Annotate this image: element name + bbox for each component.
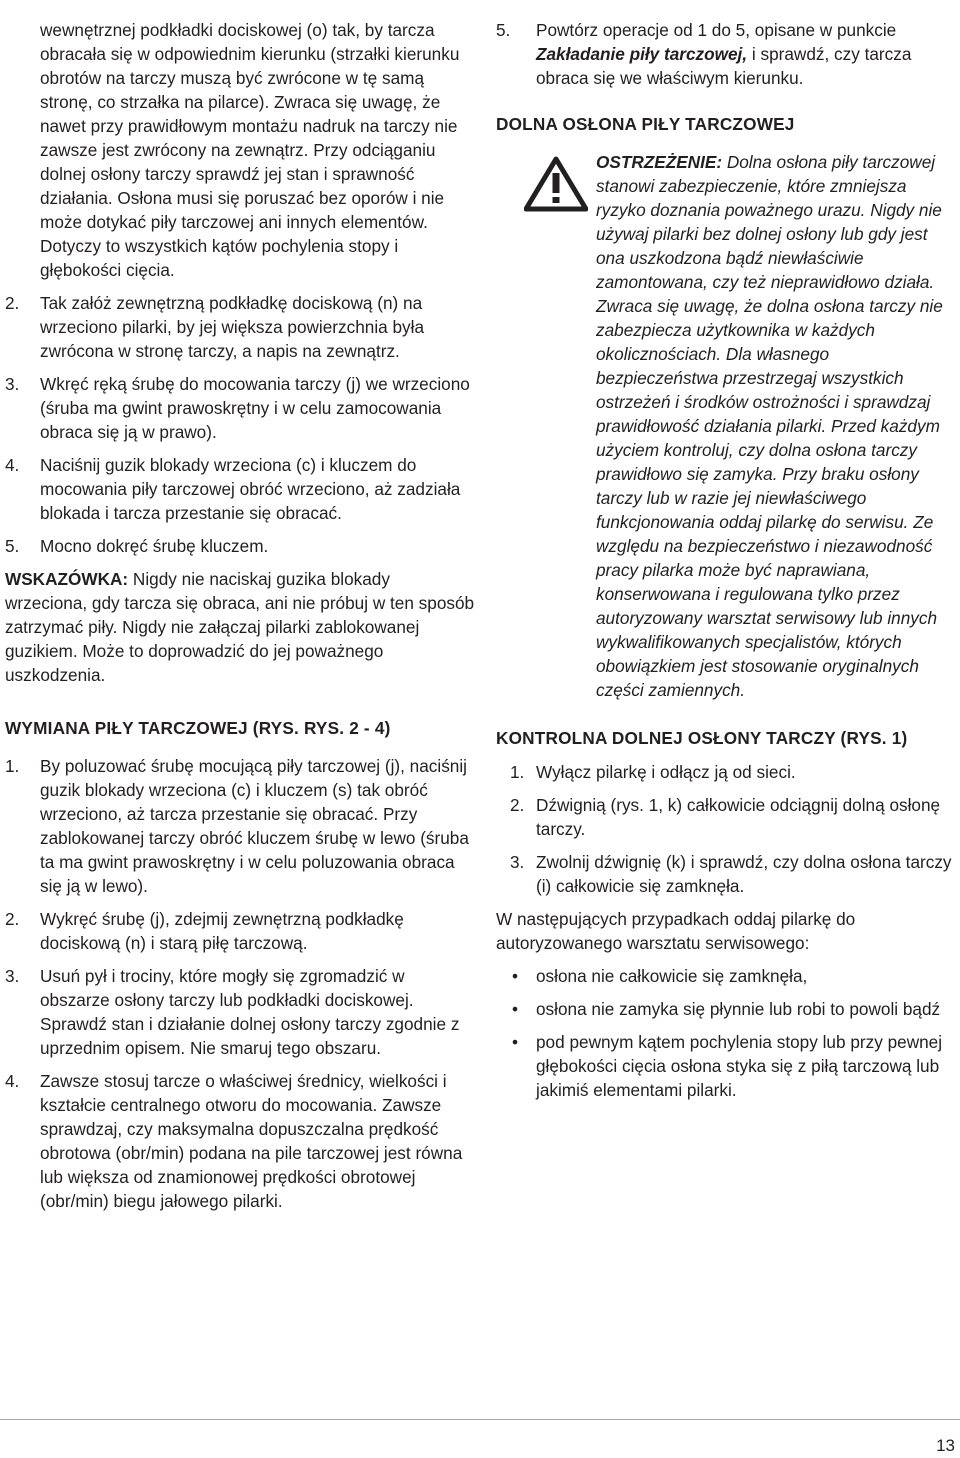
replace-step bbox=[5, 964, 475, 1060]
step-text: Dźwignią (rys. 1, k) całkowicie odciągnij dolną osłonę tarczy. bbox=[536, 795, 941, 839]
step-number: 1. bbox=[5, 756, 20, 776]
bullet-text: pod pewnym kątem pochylenia stopy lub przy pewnej głębokości cięcia osłona styka się z piłą tarczową lub jakimiś elementami pilarki. bbox=[536, 1032, 943, 1100]
step-text: Naciśnij guzik blokady wrzeciona (c) i kluczem do mocowania piły tarczowej obróć wrzeciono, aż zadziała blokada i tarcza przestanie się obracać. bbox=[40, 455, 461, 523]
step-text bbox=[536, 18, 956, 90]
step-number: 2. bbox=[510, 795, 525, 815]
page-number: 13 bbox=[936, 1436, 955, 1455]
step-number: 1. bbox=[510, 762, 525, 782]
step-text: Wykręć śrubę (j), zdejmij zewnętrzną podkładkę dociskową (n) i starą piłę tarczową. bbox=[40, 909, 404, 953]
step-number: 2. bbox=[5, 293, 20, 313]
bullet-icon: • bbox=[512, 999, 519, 1019]
warning-text bbox=[596, 150, 956, 702]
warning-label: OSTRZEŻENIE: bbox=[596, 152, 723, 172]
mount-step bbox=[5, 372, 475, 444]
control-heading: KONTROLNA DOLNEJ OSŁONY TARCZY (RYS. 1) bbox=[496, 728, 908, 748]
step-text: Usuń pył i trociny, które mogły się zgromadzić w obszarze osłony tarczy lub podkładki dociskowej. Sprawdź stan i działanie dolnej osłony tarczy zgodnie z uprzednim opisem. Nie smaruj tego obszaru. bbox=[40, 966, 460, 1058]
step-number: 5. bbox=[496, 20, 511, 40]
replace-step bbox=[5, 1069, 475, 1213]
right-column bbox=[496, 18, 956, 1111]
section-reference: Zakładanie piły tarczowej, bbox=[536, 44, 748, 64]
bullet-item bbox=[496, 1030, 956, 1102]
lower-guard-heading: DOLNA OSŁONA PIŁY TARCZOWEJ bbox=[496, 114, 795, 134]
step-number: 3. bbox=[5, 374, 20, 394]
replace-step bbox=[5, 907, 475, 955]
replace-heading: WYMIANA PIŁY TARCZOWEJ (RYS. RYS. 2 - 4) bbox=[5, 718, 391, 738]
step-text: Tak załóż zewnętrzną podkładkę dociskową (n) na wrzeciono pilarki, by jej większa powierzchnia była zwrócona w stronę tarczy, a napis na zewnątrz. bbox=[40, 293, 425, 361]
intro-continuation: wewnętrznej podkładki dociskowej (o) tak, by tarcza obracała się w odpowiednim kierunku (strzałki kierunku obrotów na tarczy muszą być zwrócone w tę samą stronę, co strzałka na pilarce). Zwraca się uwagę, że nawet przy prawidłowym montażu nadruk na tarczy nie zawsze jest zwrócony na zewnątrz. Przy odciąganiu dolnej osłony tarczy sprawdź jej stan i sprawność działania. Osłona musi się poruszać bez oporów i nie może dotykać piły tarczowej ani innych elementów. Dotyczy to wszystkich kątów pochylenia stopy i głębokości cięcia. bbox=[40, 20, 460, 280]
warning-block bbox=[496, 150, 956, 702]
step-text: Zwolnij dźwignię (k) i sprawdź, czy dolna osłona tarczy (i) całkowicie się zamknęła. bbox=[536, 852, 952, 896]
step-number: 5. bbox=[5, 536, 20, 556]
bullet-icon: • bbox=[512, 966, 519, 986]
warning-triangle-icon bbox=[490, 150, 594, 702]
footer-divider bbox=[0, 1419, 960, 1420]
control-step bbox=[496, 793, 956, 841]
step-text-part: Powtórz operacje od 1 do 5, opisane w punkcie bbox=[536, 20, 897, 40]
repeat-step bbox=[496, 18, 956, 90]
step-text: Zawsze stosuj tarcze o właściwej średnicy, wielkości i kształcie centralnego otworu do mocowania. Zawsze sprawdzaj, czy maksymalna dopuszczalna prędkość obrotowa (obr/min) podana na pile tarczowej jest równa lub większa od znamionowej prędkości obrotowej (obr/min) biegu jałowego pilarki. bbox=[40, 1071, 463, 1211]
service-intro: W następujących przypadkach oddaj pilarkę do autoryzowanego warsztatu serwisowego: bbox=[496, 909, 856, 953]
step-text: Mocno dokręć śrubę kluczem. bbox=[40, 536, 269, 556]
mount-step bbox=[5, 291, 475, 363]
step-number: 4. bbox=[5, 455, 20, 475]
replace-step bbox=[5, 754, 475, 898]
step-number: 3. bbox=[510, 852, 525, 872]
mount-step bbox=[5, 453, 475, 525]
warning-body: Dolna osłona piły tarczowej stanowi zabezpieczenie, które zmniejsza ryzyko doznania poważnego urazu. Nigdy nie używaj pilarki bez dolnej osłony lub gdy jest ona uszkodzona bądź niewłaściwie zamontowana, czy też nieprawidłowo działa. Zwraca się uwagę, że dolna osłona tarczy nie zabezpiecza użytkownika w każdych okolicznościach. Dla własnego bezpieczeństwa przestrzegaj wszystkich ostrzeżeń i środków ostrożności i sprawdzaj prawidłowość działania pilarki. Przed każdym użyciem kontroluj, czy dolna osłona tarczy prawidłowo się zamyka. Przy braku osłony tarczy lub w razie jej niewłaściwego funkcjonowania oddaj pilarkę do serwisu. Ze względu na bezpieczeństwo i niezawodność pracy pilarka może być naprawiana, konserwowana i regulowana tylko przez autoryzowany warsztat serwisowy lub innych wykwalifikowanych specjalistów, których obowiązkiem jest stosowanie oryginalnych części zamiennych. bbox=[596, 152, 943, 700]
bullet-text: osłona nie zamyka się płynnie lub robi to powoli bądź bbox=[536, 999, 941, 1019]
left-column bbox=[5, 18, 475, 1222]
step-number: 3. bbox=[5, 966, 20, 986]
control-step bbox=[496, 850, 956, 898]
mount-step bbox=[5, 534, 475, 558]
control-step bbox=[496, 760, 956, 784]
step-text: Wkręć ręką śrubę do mocowania tarczy (j) we wrzeciono (śruba ma gwint prawoskrętny i w celu zamocowania obraca się ją w prawo). bbox=[40, 374, 470, 442]
hint-paragraph bbox=[5, 567, 475, 687]
step-text-part: i sprawdź, czy tarcza obraca się we właściwym kierunku. bbox=[536, 44, 912, 88]
step-text: By poluzować śrubę mocującą piły tarczowej (j), naciśnij guzik blokady wrzeciona (c) i kluczem (s) tak obróć wrzeciono, aż tarcza przestanie się obracać. Przy zablokowanej tarczy obróć kluczem śrubę w lewo (śruba ta ma gwint prawoskrętny i w celu poluzowania obraca się ją w lewo). bbox=[40, 756, 469, 896]
bullet-text: osłona nie całkowicie się zamknęła, bbox=[536, 966, 808, 986]
bullet-item bbox=[496, 964, 956, 988]
step-number: 2. bbox=[5, 909, 20, 929]
bullet-icon: • bbox=[512, 1032, 519, 1052]
hint-text: Nigdy nie naciskaj guzika blokady wrzeciona, gdy tarcza się obraca, ani nie próbuj w ten sposób zatrzymać piły. Nigdy nie załączaj pilarki zablokowanej guzikiem. Może to doprowadzić do jej poważnego uszkodzenia. bbox=[5, 569, 475, 685]
step-number: 4. bbox=[5, 1071, 20, 1091]
bullet-item bbox=[496, 997, 956, 1021]
step-text: Wyłącz pilarkę i odłącz ją od sieci. bbox=[536, 762, 796, 782]
hint-label: WSKAZÓWKA: bbox=[5, 569, 129, 589]
